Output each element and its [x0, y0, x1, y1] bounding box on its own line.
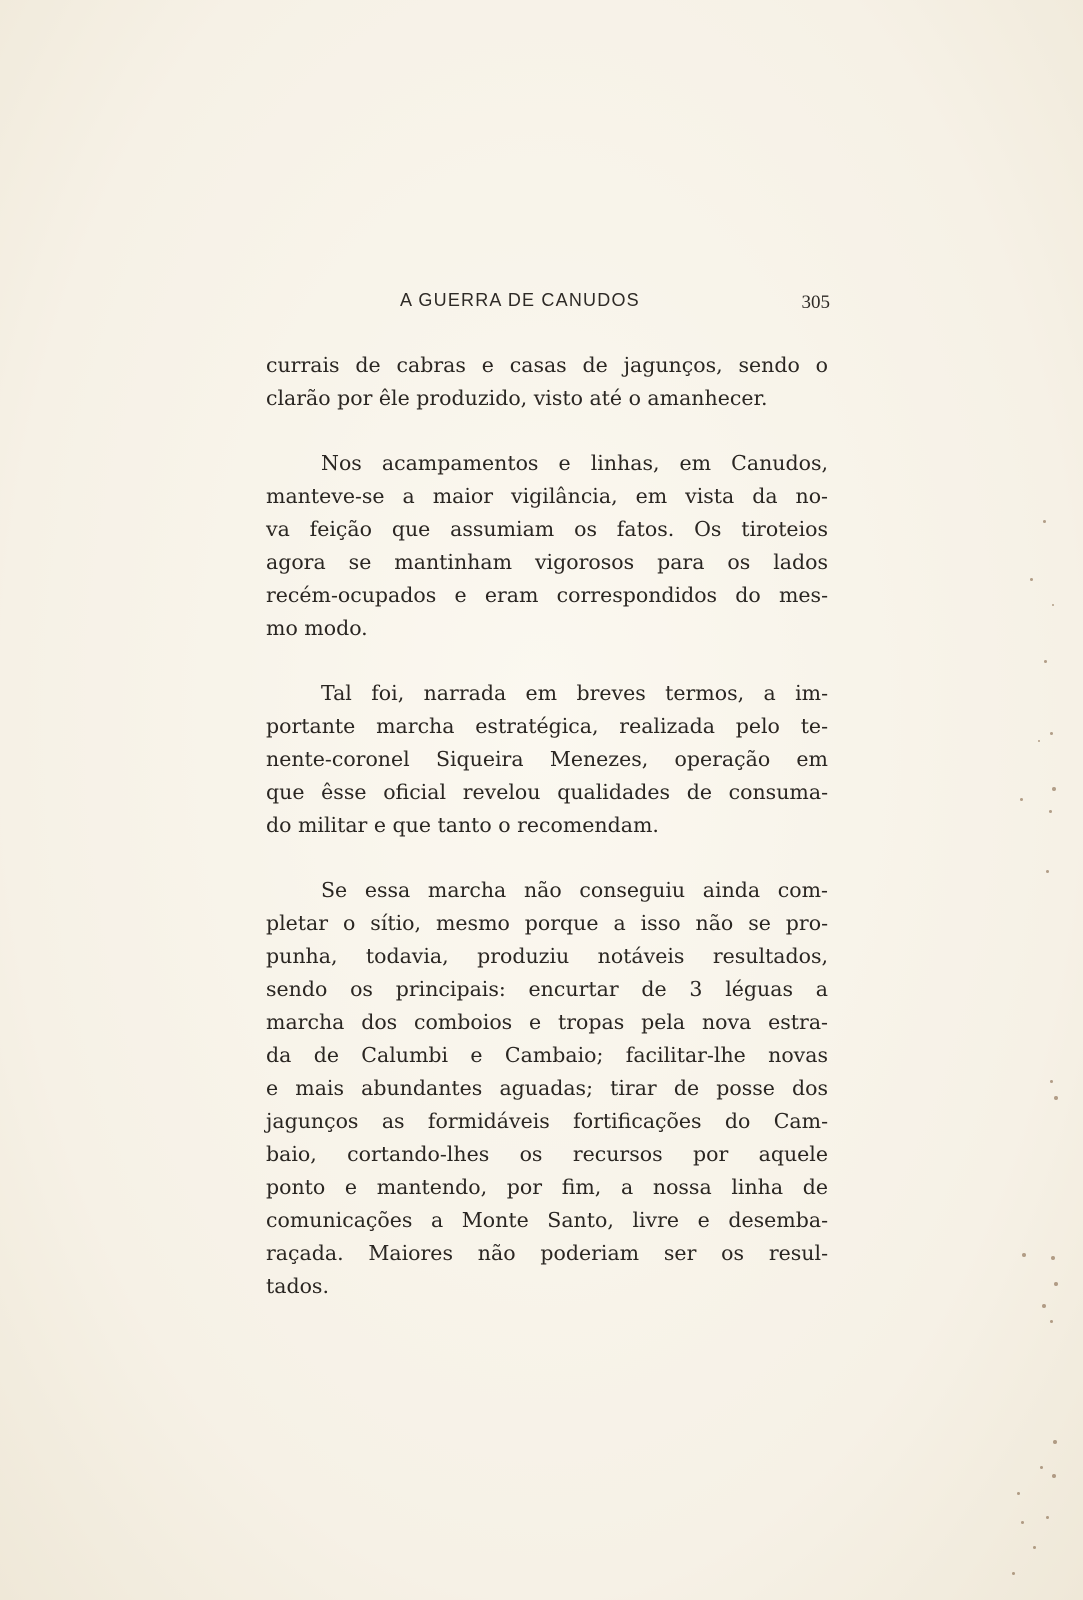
text-line: mo modo. — [266, 616, 368, 640]
text-line: sendo os principais: encurtar de 3 léguas a — [266, 977, 828, 1001]
paragraph-1 — [266, 349, 828, 415]
running-title: A GUERRA DE CANUDOS — [400, 290, 640, 310]
text-line: e mais abundantes aguadas; tirar de posse dos — [266, 1076, 828, 1100]
text-line: Se essa marcha não conseguiu ainda com- — [321, 878, 828, 902]
paragraph-2 — [266, 447, 828, 645]
text-line: pletar o sítio, mesmo porque a isso não se pro- — [266, 911, 828, 935]
text-line: nente-coronel Siqueira Menezes, operação em — [266, 747, 828, 771]
text-line: clarão por êle produzido, visto até o amanhecer. — [266, 386, 768, 410]
page-number: 305 — [801, 292, 830, 313]
text-line: raçada. Maiores não poderiam ser os resul- — [266, 1241, 828, 1265]
text-line: portante marcha estratégica, realizada pelo te- — [266, 714, 828, 738]
text-line: ponto e mantendo, por fim, a nossa linha de — [266, 1175, 828, 1199]
text-line: recém-ocupados e eram correspondidos do mes- — [266, 583, 828, 607]
text-line: marcha dos comboios e tropas pela nova estra- — [266, 1010, 828, 1034]
text-line: punha, todavia, produziu notáveis resultados, — [266, 944, 828, 968]
text-line: da de Calumbi e Cambaio; facilitar-lhe novas — [266, 1043, 828, 1067]
text-line: Tal foi, narrada em breves termos, a im- — [321, 681, 828, 705]
text-line: agora se mantinham vigorosos para os lados — [266, 550, 828, 574]
text-line: que êsse oficial revelou qualidades de consuma- — [266, 780, 828, 804]
text-line: tados. — [266, 1274, 329, 1298]
text-line: jagunços as formidáveis fortificações do Cam- — [266, 1109, 828, 1133]
text-line: comunicações a Monte Santo, livre e desemba- — [266, 1208, 828, 1232]
text-line: va feição que assumiam os fatos. Os tiroteios — [266, 517, 828, 541]
body-text — [266, 349, 828, 1303]
paragraph-3 — [266, 677, 828, 842]
text-line: do militar e que tanto o recomendam. — [266, 813, 659, 837]
text-line: manteve-se a maior vigilância, em vista da no- — [266, 484, 828, 508]
running-head — [400, 290, 830, 314]
paragraph-4 — [266, 874, 828, 1303]
text-line: baio, cortando-lhes os recursos por aquele — [266, 1142, 828, 1166]
text-line: Nos acampamentos e linhas, em Canudos, — [321, 451, 828, 475]
text-line: currais de cabras e casas de jagunços, sendo o — [266, 353, 828, 377]
